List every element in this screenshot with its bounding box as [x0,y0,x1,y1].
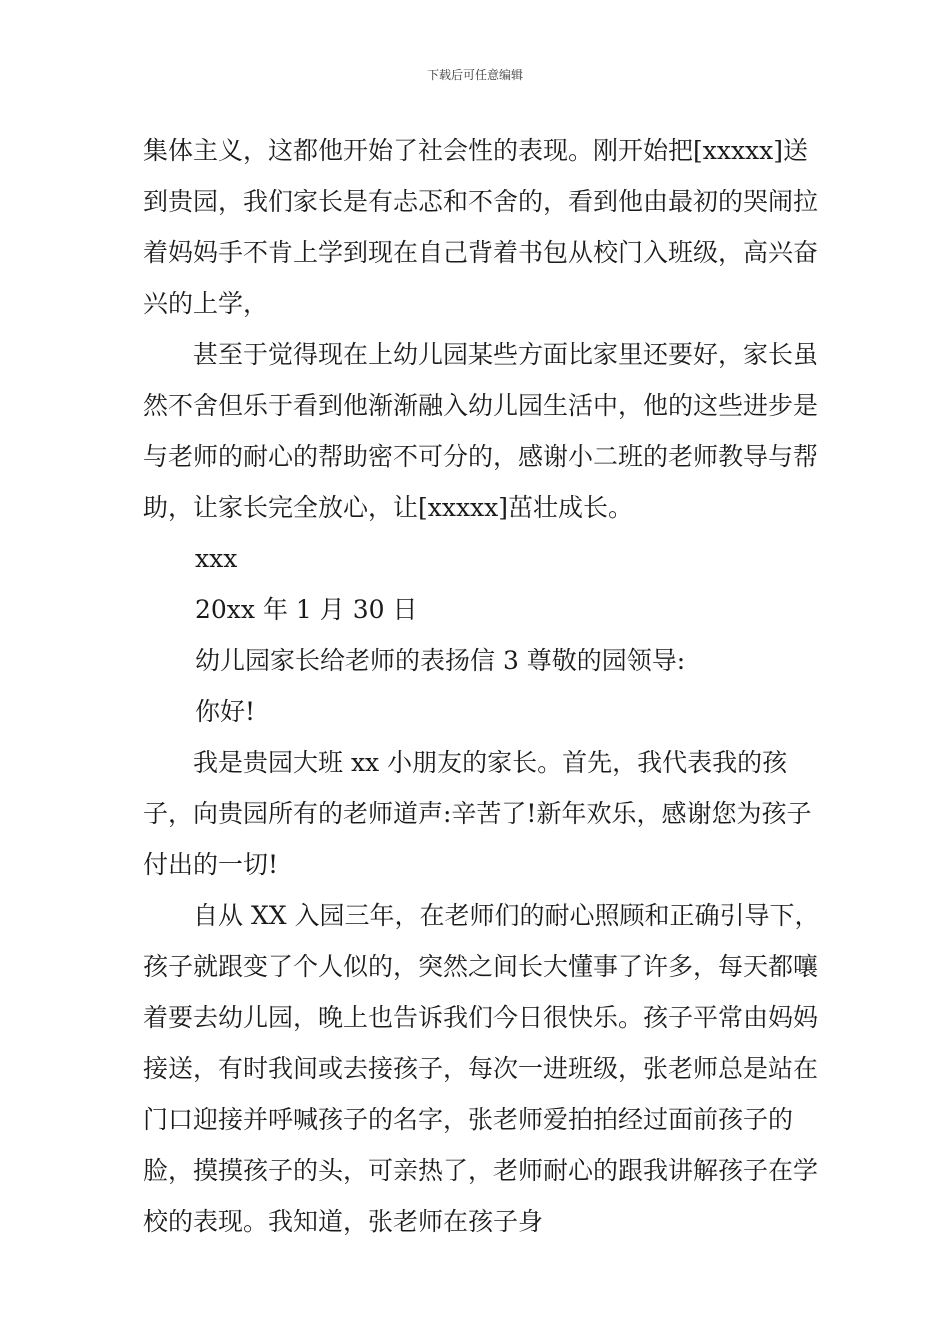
letter-title: 幼儿园家长给老师的表扬信 3 尊敬的园领导: [195,646,686,675]
paragraph-4: 自从 XX 入园三年，在老师们的耐心照顾和正确引导下，孩子就跟变了个人似的，突然之间长大懂事了许多，每天都嚷着要去幼儿园，晚上也告诉我们今日很快乐。孩子平常由妈妈接送，有时我间或去接孩子，每次一进班级，张老师总是站在门口迎接并呼喊孩子的名字，张老师爱拍拍经过面前孩子的脸，摸摸孩子的头，可亲热了，老师耐心的跟我讲解孩子在学校的表现。我知道，张老师在孩子身 [143,901,820,1236]
date-line: 20xx 年 1 月 30 日 [195,595,418,624]
page-header: 下载后可任意编辑 [426,68,523,82]
paragraph-3: 我是贵园大班 xx 小朋友的家长。首先，我代表我的孩子，向贵园所有的老师道声:辛苦了!新年欢乐，感谢您为孩子付出的一切! [143,748,812,879]
paragraph-2: 甚至于觉得现在上幼儿园某些方面比家里还要好，家长虽然不舍但乐于看到他渐渐融入幼儿园生活中，他的这些进步是与老师的耐心的帮助密不可分的，感谢小二班的老师教导与帮助，让家长完全放心，让[xxxxx]茁壮成长。 [143,340,819,522]
document-body [143,125,823,1247]
paragraph-1: 集体主义，这都他开始了社会性的表现。刚开始把[xxxxx]送到贵园，我们家长是有忐忑和不舍的，看到他由最初的哭闹拉着妈妈手不肯上学到现在自己背着书包从校门入班级，高兴奋兴的上学， [143,136,819,318]
signature-line: xxx [195,544,238,573]
greeting-line: 你好! [195,697,256,726]
